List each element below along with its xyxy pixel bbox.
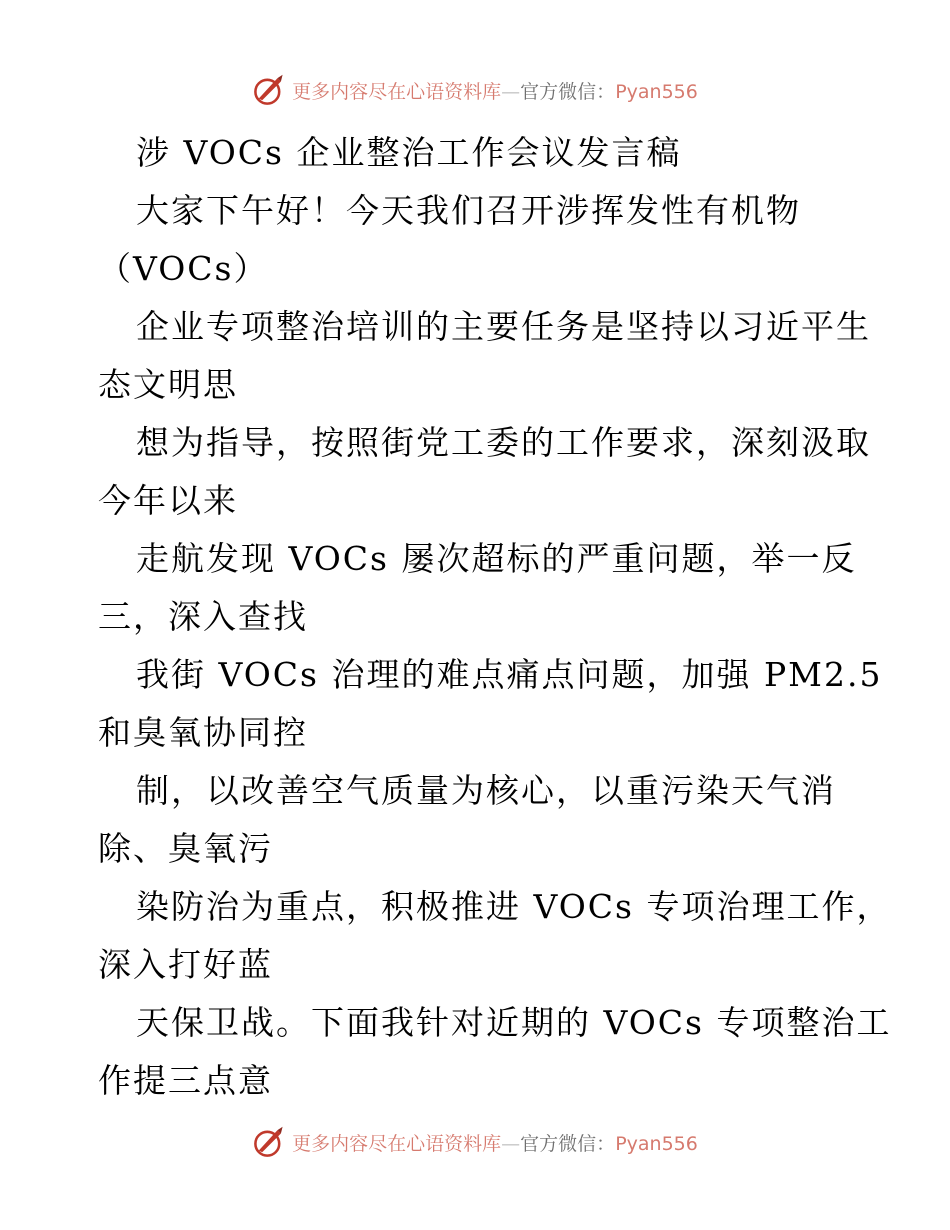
doc-line: 天保卫战。下面我针对近期的 VOCs 专项整治工 <box>136 1003 892 1042</box>
doc-line: 制，以改善空气质量为核心，以重污染天气消 <box>136 771 836 810</box>
doc-title: 涉 VOCs 企业整治工作会议发言稿 <box>136 133 682 172</box>
header-watermark <box>0 70 950 110</box>
doc-line: 作提三点意 <box>98 1061 273 1100</box>
watermark-text <box>292 77 698 104</box>
doc-line: 深入打好蓝 <box>98 945 273 984</box>
watermark-group <box>252 1125 698 1159</box>
document-body <box>98 124 892 1110</box>
footer-watermark <box>0 1122 950 1162</box>
watermark-text <box>292 1129 698 1156</box>
watermark-main: 更多内容尽在心语资料库 <box>292 80 502 103</box>
quill-logo-icon <box>252 1125 286 1159</box>
doc-line: 企业专项整治培训的主要任务是坚持以习近平生 <box>136 307 871 346</box>
quill-logo-icon <box>252 73 286 107</box>
watermark-label: 官方微信： <box>520 1132 616 1155</box>
doc-line: 大家下午好！今天我们召开涉挥发性有机物 <box>136 191 801 230</box>
doc-line: 我街 VOCs 治理的难点痛点问题，加强 PM2.5 <box>136 655 883 694</box>
watermark-id: Pyan556 <box>615 80 698 103</box>
watermark-label: 官方微信： <box>520 80 616 103</box>
doc-line: 三，深入查找 <box>98 597 308 636</box>
doc-line: 今年以来 <box>98 481 238 520</box>
doc-line: 走航发现 VOCs 屡次超标的严重问题，举一反 <box>136 539 857 578</box>
doc-line: 和臭氧协同控 <box>98 713 308 752</box>
doc-line: 想为指导，按照街党工委的工作要求，深刻汲取 <box>136 423 871 462</box>
watermark-main: 更多内容尽在心语资料库 <box>292 1132 502 1155</box>
doc-line: 态文明思 <box>98 365 238 404</box>
watermark-id: Pyan556 <box>615 1132 698 1155</box>
watermark-dash: — <box>501 80 521 103</box>
doc-line: 染防治为重点，积极推进 VOCs 专项治理工作， <box>136 887 892 926</box>
watermark-dash: — <box>501 1132 521 1155</box>
doc-line: （VOCs） <box>98 249 269 288</box>
doc-line: 除、臭氧污 <box>98 829 273 868</box>
watermark-group <box>252 73 698 107</box>
